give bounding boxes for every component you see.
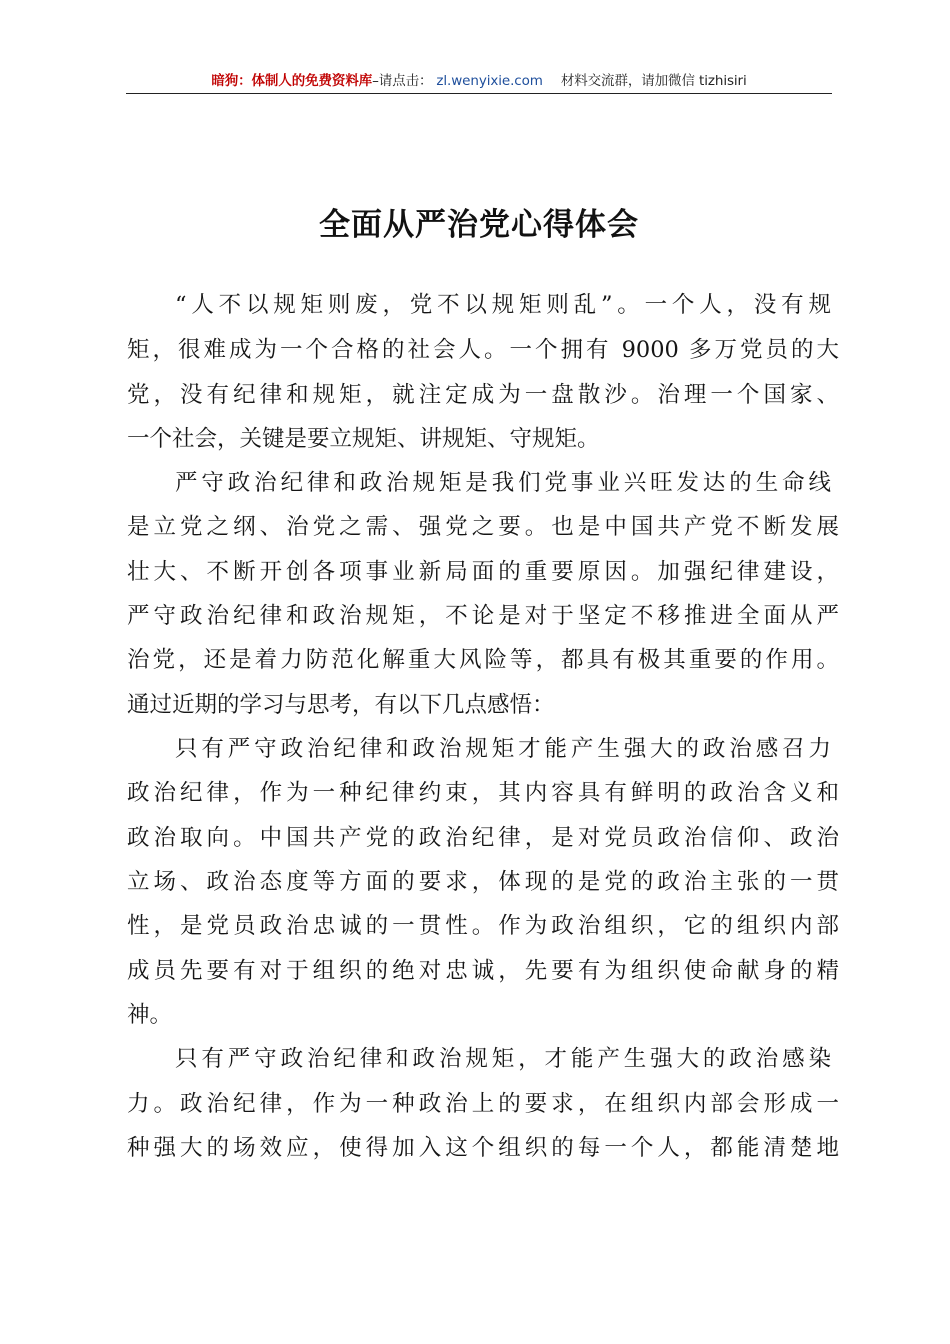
body-line: 是立党之纲、治党之需、强党之要。也是中国共产党不断发展 (127, 514, 839, 540)
body-line: 壮大、不断开创各项事业新局面的重要原因。加强纪律建设， (127, 559, 839, 585)
body-line: 一个社会，关键是要立规矩、讲规矩、守规矩。 (127, 426, 600, 452)
body-line: 政治纪律，作为一种纪律约束，其内容具有鲜明的政治含义和 (127, 780, 839, 806)
document-title: 全面从严治党心得体会 (319, 207, 639, 243)
body-line: 党，没有纪律和规矩，就注定成为一盘散沙。治理一个国家、 (127, 382, 839, 408)
body-line: 成员先要有对于组织的绝对忠诚，先要有为组织使命献身的精 (127, 958, 839, 984)
header-brand: 暗狗：体制人的免费资料库 (211, 73, 373, 89)
body-line: 只有严守政治纪律和政治规矩才能产生强大的政治感召力 (175, 736, 831, 762)
body-line: 立场、政治态度等方面的要求，体现的是党的政治主张的一贯 (127, 869, 839, 895)
body-line: “人不以规矩则废，党不以规矩则乱”。一个人，没有规 (175, 292, 831, 318)
body-line: 政治取向。中国共产党的政治纪律，是对党员政治信仰、政治 (127, 825, 839, 851)
body-line: 治党，还是着力防范化解重大风险等，都具有极其重要的作用。 (127, 647, 839, 673)
header-divider (126, 93, 832, 94)
body-line: 矩，很难成为一个合格的社会人。一个拥有 9000 多万党员的大 (127, 337, 839, 363)
body-line: 力。政治纪律，作为一种政治上的要求，在组织内部会形成一 (127, 1091, 839, 1117)
page-header (126, 72, 832, 94)
header-click-prompt: –请点击： (372, 73, 433, 89)
body-line: 只有严守政治纪律和政治规矩，才能产生强大的政治感染 (175, 1046, 831, 1072)
body-line: 神。 (127, 1002, 173, 1028)
header-url-link[interactable]: zl.wenyixie.com (436, 73, 543, 89)
body-line: 种强大的场效应，使得加入这个组织的每一个人，都能清楚地 (127, 1135, 839, 1161)
body-line: 严守政治纪律和政治规矩是我们党事业兴旺发达的生命线 (175, 470, 831, 496)
body-line: 性，是党员政治忠诚的一贯性。作为政治组织，它的组织内部 (127, 913, 839, 939)
body-line: 严守政治纪律和政治规矩，不论是对于坚定不移推进全面从严 (127, 603, 839, 629)
body-line: 通过近期的学习与思考，有以下几点感悟： (127, 692, 555, 718)
header-group-note: 材料交流群，请加微信 tizhisiri (560, 73, 747, 89)
